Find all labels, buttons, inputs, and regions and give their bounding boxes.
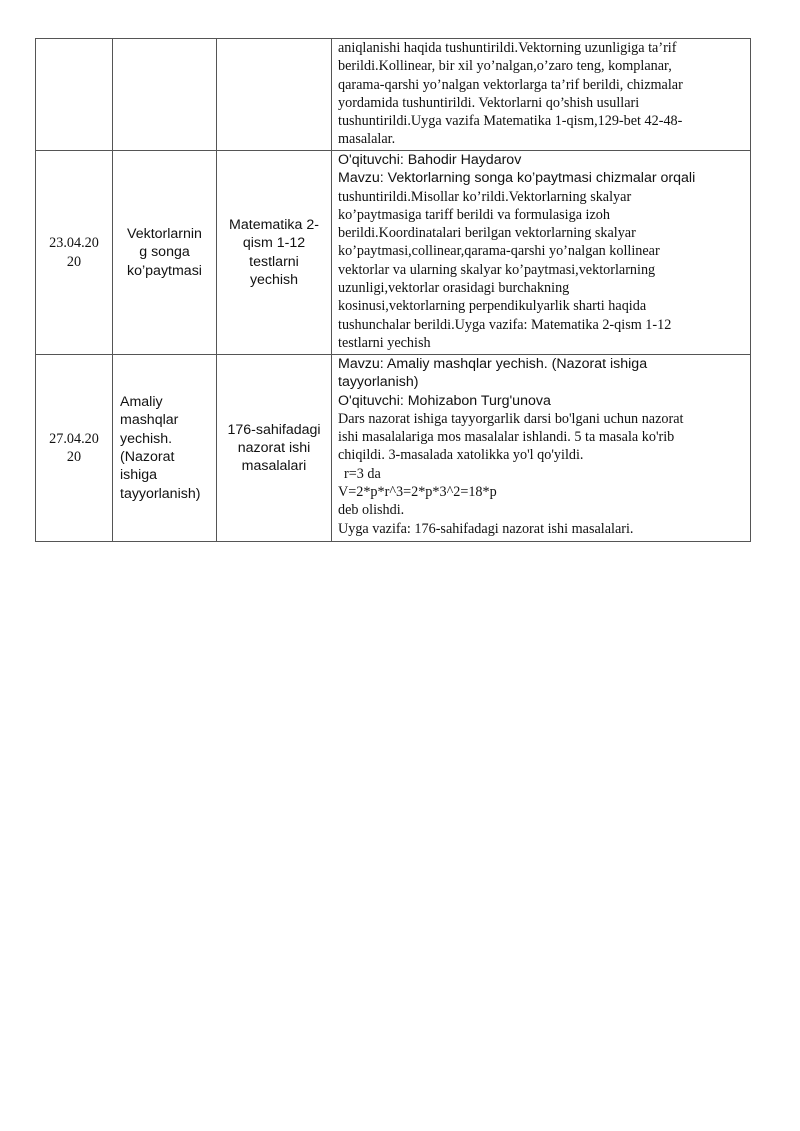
table-row xyxy=(36,151,751,355)
topic-cell xyxy=(113,355,217,542)
homework-line: masalalari xyxy=(241,458,307,475)
homework-line: qism 1-12 xyxy=(242,235,306,252)
content-line: Uyga vazifa: 176-sahifadagi nazorat ishi masalalari. xyxy=(338,520,634,537)
topic-line: tayyorlanish) xyxy=(120,485,201,502)
content-line: berildi.Koordinatalari berilgan vektorlarning skalyar xyxy=(338,225,636,242)
table-row xyxy=(36,39,751,151)
content-line: tayyorlanish) xyxy=(338,374,419,391)
content-line: kosinusi,vektorlarning perpendikulyarlik sharti haqida xyxy=(338,298,647,315)
content-line: ishi masalalariga mos masalalar ishlandi. 5 ta masala ko'rib xyxy=(338,429,675,446)
content-line: V=2*p*r^3=2*p*3^2=18*p xyxy=(338,484,497,501)
content-line: vektorlar va ularning skalyar ko’paytmasi,vektorlarning xyxy=(338,261,656,278)
homework-line: Matematika 2- xyxy=(229,216,319,233)
topic-line: Vektorlarnin xyxy=(127,226,202,243)
content-line: deb olishdi. xyxy=(338,502,405,519)
content-line: tushunchalar berildi.Uyga vazifa: Matematika 2-qism 1-12 xyxy=(338,316,672,333)
table-row xyxy=(36,355,751,542)
date-line: 20 xyxy=(66,253,82,270)
date-line: 23.04.20 xyxy=(49,235,99,252)
homework-line: nazorat ishi xyxy=(237,439,311,456)
content-line: qarama-qarshi yo’nalgan vektorlarga ta’rif berildi, chizmalar xyxy=(338,76,683,93)
lesson-journal-table xyxy=(35,38,751,542)
content-cell xyxy=(332,355,751,542)
content-line: r=3 da xyxy=(344,465,381,482)
content-line: Mavzu: Vektorlarning songa ko’paytmasi chizmalar orqali xyxy=(338,170,696,187)
homework-cell xyxy=(217,355,332,542)
topic-line: mashqlar xyxy=(120,412,179,429)
date-cell xyxy=(36,151,113,355)
content-line: chiqildi. 3-masalada xatolikka yo'l qo'yildi. xyxy=(338,447,584,464)
date-cell xyxy=(36,39,113,151)
content-line: tushuntirildi.Misollar ko’rildi.Vektorlarning skalyar xyxy=(338,188,632,205)
content-line: ko’paytmasi,collinear,qarama-qarshi yo’nalgan kollinear xyxy=(338,243,660,260)
topic-line: yechish. xyxy=(120,430,173,447)
homework-cell xyxy=(217,151,332,355)
topic-cell xyxy=(113,151,217,355)
content-line: berildi.Kollinear, bir xil yo’nalgan,o’zaro teng, komplanar, xyxy=(338,58,672,75)
content-cell xyxy=(332,151,751,355)
topic-line: Amaliy xyxy=(120,394,163,411)
date-line: 20 xyxy=(66,449,82,465)
content-line: Mavzu: Amaliy mashqlar yechish. (Nazorat ishiga xyxy=(338,356,648,372)
date-cell xyxy=(36,355,113,542)
content-cell xyxy=(332,39,751,151)
content-line: aniqlanishi haqida tushuntirildi.Vektorning uzunligiga ta’rif xyxy=(338,40,677,56)
teacher-line: O'qituvchi: Mohizabon Turg'unova xyxy=(338,392,551,409)
topic-line: ishiga xyxy=(120,467,158,484)
content-line: uzunligi,vektorlar orasidagi burchakning xyxy=(338,280,570,297)
content-line: masalalar. xyxy=(338,131,396,148)
topic-line: g songa xyxy=(139,244,190,261)
content-line: tushuntirildi.Uyga vazifa Matematika 1-qism,129-bet 42-48- xyxy=(338,113,683,130)
teacher-line: O'qituvchi: Bahodir Haydarov xyxy=(338,152,522,168)
homework-line: testlarni xyxy=(249,253,299,270)
topic-line: ko’paytmasi xyxy=(127,262,202,279)
topic-cell xyxy=(113,39,217,151)
topic-line: (Nazorat xyxy=(120,449,175,465)
homework-line: 176-sahifadagi xyxy=(227,421,321,438)
homework-line: yechish xyxy=(249,271,299,288)
content-line: yordamida tushuntirildi. Vektorlarni qo’shish usullari xyxy=(338,94,640,111)
homework-cell xyxy=(217,39,332,151)
content-line: Dars nazorat ishiga tayyorgarlik darsi bo'lgani uchun nazorat xyxy=(338,410,684,427)
content-line: testlarni yechish xyxy=(338,334,431,351)
content-line: ko’paytmasiga tariff berildi va formulasiga izoh xyxy=(338,206,610,223)
date-line: 27.04.20 xyxy=(49,430,99,447)
